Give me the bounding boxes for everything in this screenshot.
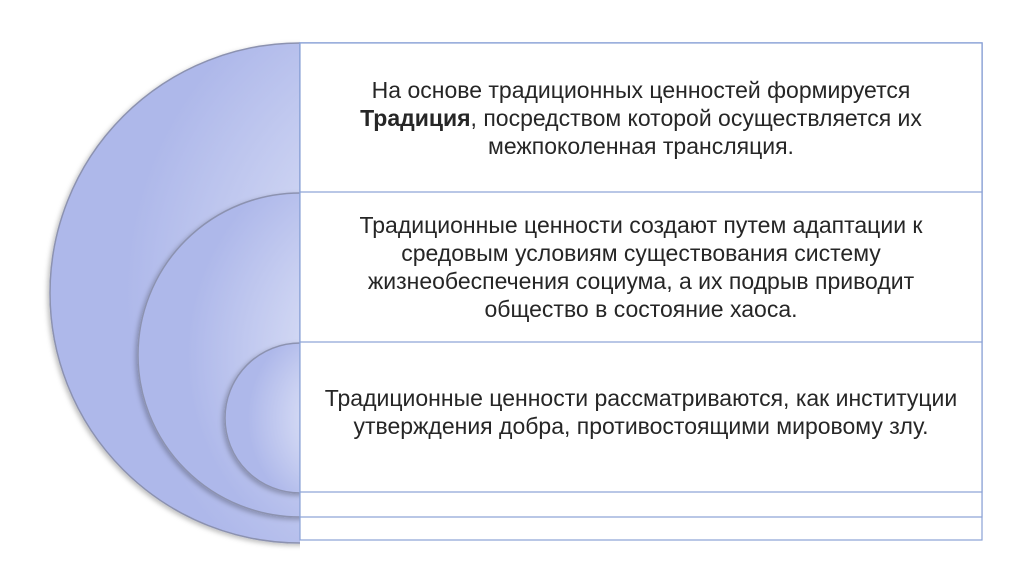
text-block-3 bbox=[300, 342, 982, 492]
text-block-2 bbox=[300, 192, 982, 342]
text-block-1 bbox=[300, 43, 982, 192]
block-1-bold-term: Традиция bbox=[360, 104, 471, 131]
text-block-2-content: Традиционные ценности создают путем адаптации к средовым условиям существования систему жизнеобеспечения социума, а их подрыв приводит общество в состояние хаоса. bbox=[359, 212, 923, 322]
block-1-text-before: На основе традиционных ценностей формируется bbox=[371, 76, 911, 103]
block-1-text-after: , посредством которой осуществляется их межпоколенная трансляция. bbox=[470, 104, 922, 159]
text-block-1-content bbox=[314, 76, 968, 160]
text-block-3-content: Традиционные ценности рассматриваются, как институции утверждения добра, противостоящими мировому злу. bbox=[324, 385, 958, 439]
